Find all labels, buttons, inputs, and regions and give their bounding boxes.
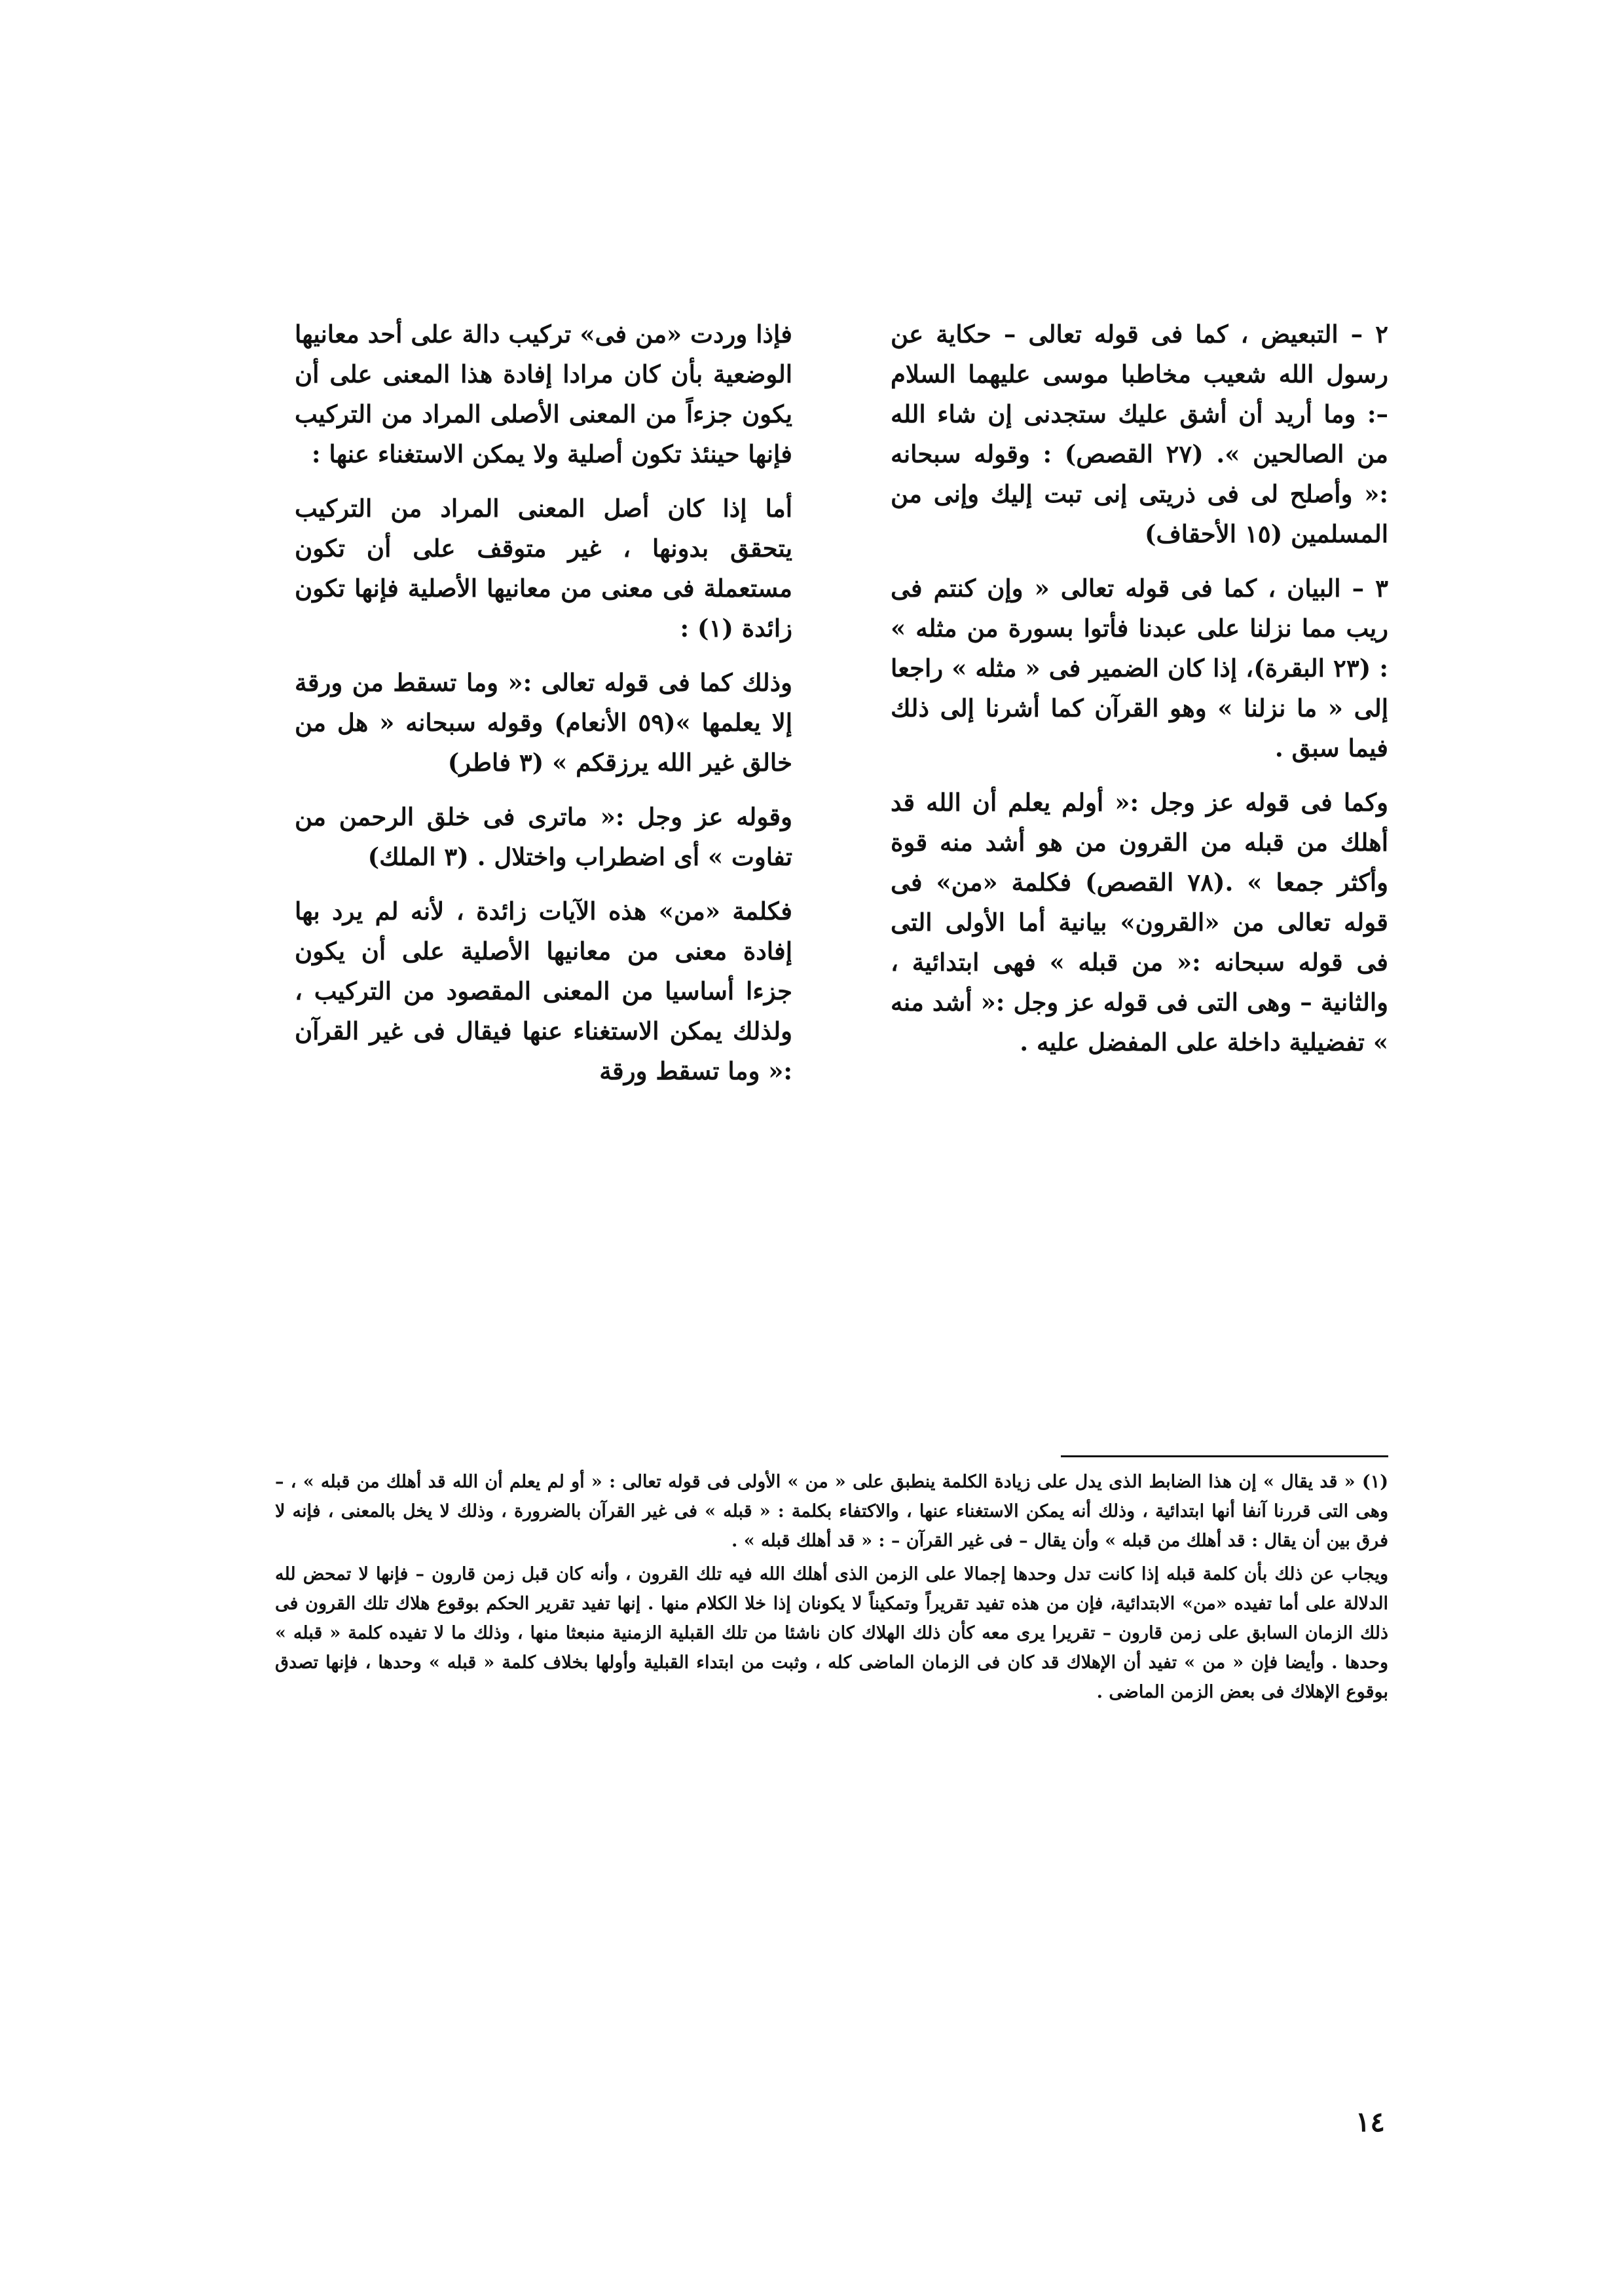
page-number: ١٤ xyxy=(1355,2106,1385,2138)
left-column xyxy=(295,314,792,1106)
paragraph: وقوله عز وجل :« ماترى فى خلق الرحمن من تفاوت » أى اضطراب واختلال . (٣ الملك) xyxy=(295,802,792,871)
paragraph: وكما فى قوله عز وجل :« أولم يعلم أن الله قد أهلك من قبله من القرون من هو أشد منه قوة وأكثر جمعا » .(٧٨ القصص) فكلمة «من» فى قوله تعالى من «القرون» بيانية أما الأولى التى فى قوله سبحانه :« من قبله » فهى ابتدائية ، والثانية – وهى التى فى قوله عز وجل :« أشد منه » تفضيلية داخلة على المفضل عليه . xyxy=(891,788,1389,1056)
footnote: (١) « قد يقال » إن هذا الضابط الذى يدل على زيادة الكلمة ينطبق على « من » الأولى فى قوله تعالى : « أو لم يعلم أن الله قد أهلك من قبله » ، – وهى التى قررنا آنفا أنها ابتدائية ، وذلك أنه يمكن الاستغناء عنها ، والاكتفاء بكلمة : « قبله » فى غير القرآن بالضرورة ، وذلك لا يخل بالمعنى ، فإنه لا فرق بين أن يقال : قد أهلك من قبله » وأن يقال – فى غير القرآن – : « قد أهلك قبله » . xyxy=(275,1472,1388,1551)
footnote-divider xyxy=(1061,1455,1388,1457)
paragraph: فإذا وردت «من فى» تركيب دالة على أحد معانيها الوضعية بأن كان مرادا إفادة هذا المعنى على أن يكون جزءاً من المعنى الأصلى المراد من التركيب فإنها حينئذ تكون أصلية ولا يمكن الاستغناء عنها : xyxy=(295,320,792,468)
right-column xyxy=(891,314,1388,1077)
paragraph: ٣ – البيان ، كما فى قوله تعالى « وإن كنتم فى ريب مما نزلنا على عبدنا فأتوا بسورة من مثله » : (٢٣ البقرة)، إذا كان الضمير فى « مثله » راجعا إلى « ما نزلنا » وهو القرآن كما أشرنا إلى ذلك فيما سبق . xyxy=(891,574,1389,762)
footnote: ويجاب عن ذلك بأن كلمة قبله إذا كانت تدل وحدها إجمالا على الزمن الذى أهلك الله فيه تلك القرون ، وأنه كان قبل زمن قارون – فإنها لا تمحض لله الدلالة على أما تفيده «من» الابتدائية، فإن من هذه تفيد تقريراً وتمكيناً لا يكونان إذا خلا الكلام منها . إنها تفيد تقرير الحكم بوقوع هلاك تلك القرون فى ذلك الزمان السابق على زمن قارون – تقريرا يرى معه كأن ذلك الهلاك كان ناشئا من تلك القبلية الزمنية منبعثا منها ، وذلك ما لا تفيده كلمة « قبله » وحدها . وأيضا فإن « من » تفيد أن الإهلاك قد كان فى الزمان الماضى كله ، وثبت من ابتداء القبلية وأولها بخلاف كلمة « قبله » وحدها ، فإنها تصدق بوقوع الإهلاك فى بعض الزمن الماضى . xyxy=(275,1564,1389,1702)
paragraph: وذلك كما فى قوله تعالى :« وما تسقط من ورقة إلا يعلمها »(٥٩ الأنعام) وقوله سبحانه « هل من خالق غير الله يرزقكم » (٣ فاطر) xyxy=(295,668,793,777)
paragraph: فكلمة «من» هذه الآيات زائدة ، لأنه لم يرد بها إفادة معنى من معانيها الأصلية على أن يكون جزءا أساسيا من المعنى المقصود من التركيب ، ولذلك يمكن الاستغناء عنها فيقال فى غير القرآن :« وما تسقط ورقة xyxy=(295,897,792,1085)
paragraph: أما إذا كان أصل المعنى المراد من التركيب يتحقق بدونها ، غير متوقف على أن تكون مستعملة فى معنى من معانيها الأصلية فإنها تكون زائدة (١) : xyxy=(295,494,792,643)
paragraph: ٢ – التبعيض ، كما فى قوله تعالى – حكاية عن رسول الله شعيب مخاطبا موسى عليهما السلام –: وما أريد أن أشق عليك ستجدنى إن شاء الله من الصالحين ». (٢٧ القصص) : وقوله سبحانه :« وأصلح لى فى ذريتى إنى تبت إليك وإنى من المسلمين (١٥ الأحقاف) xyxy=(891,320,1388,548)
footnotes xyxy=(275,1467,1388,1711)
